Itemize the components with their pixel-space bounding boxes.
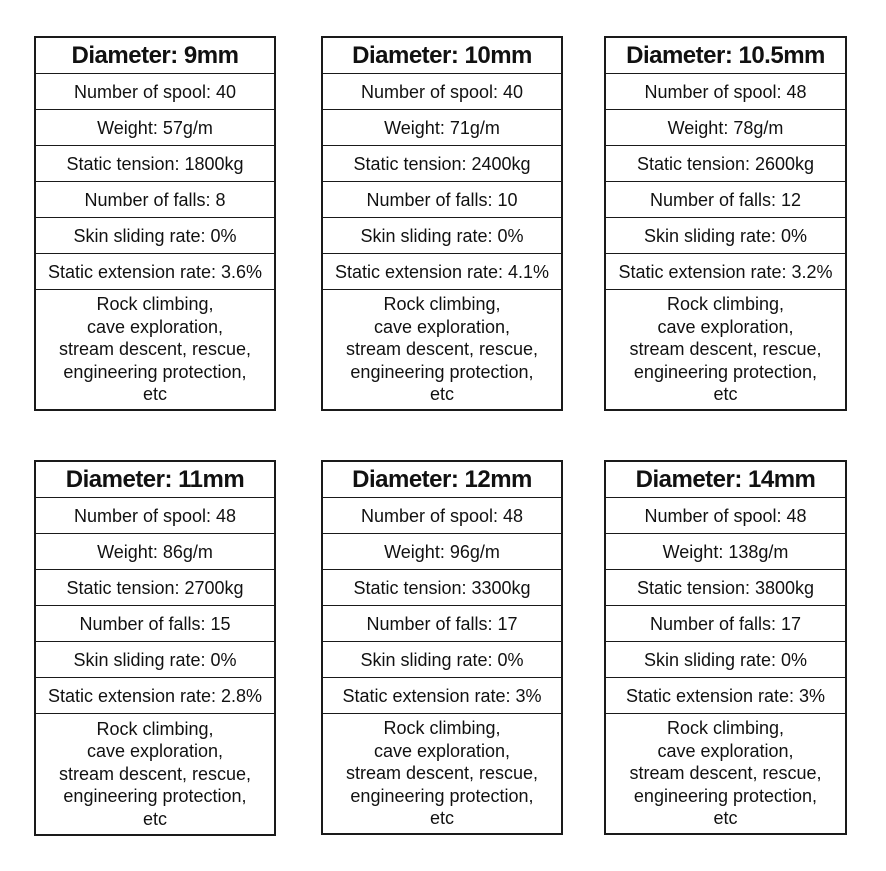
skin-sliding-rate: Skin sliding rate: 0% bbox=[606, 218, 845, 254]
number-of-falls: Number of falls: 12 bbox=[606, 182, 845, 218]
spool-count: Number of spool: 48 bbox=[323, 498, 561, 534]
applications-line: stream descent, rescue, bbox=[345, 763, 539, 784]
spool-count: Number of spool: 40 bbox=[323, 74, 561, 110]
applications-line: cave exploration, bbox=[86, 316, 224, 337]
skin-sliding-rate: Skin sliding rate: 0% bbox=[323, 642, 561, 678]
applications-line: stream descent, rescue, bbox=[629, 339, 822, 360]
spec-table-12mm bbox=[321, 460, 563, 835]
diameter-heading: Diameter: 10.5mm bbox=[606, 38, 845, 74]
weight: Weight: 138g/m bbox=[606, 534, 845, 570]
static-tension: Static tension: 3300kg bbox=[323, 570, 561, 606]
diameter-heading: Diameter: 12mm bbox=[323, 462, 561, 498]
skin-sliding-rate: Skin sliding rate: 0% bbox=[36, 218, 274, 254]
static-extension-rate: Static extension rate: 4.1% bbox=[323, 254, 561, 290]
applications-line: cave exploration, bbox=[373, 740, 511, 761]
applications-line: engineering protection, bbox=[350, 785, 534, 806]
skin-sliding-rate: Skin sliding rate: 0% bbox=[323, 218, 561, 254]
applications-line: Rock climbing, bbox=[96, 294, 214, 315]
applications-line: engineering protection, bbox=[63, 786, 247, 807]
applications-line: etc bbox=[713, 384, 738, 405]
spec-table-14mm bbox=[604, 460, 847, 835]
applications-line: etc bbox=[429, 384, 454, 405]
number-of-falls: Number of falls: 8 bbox=[36, 182, 274, 218]
applications-line: stream descent, rescue, bbox=[345, 339, 539, 360]
weight: Weight: 96g/m bbox=[323, 534, 561, 570]
diameter-heading: Diameter: 14mm bbox=[606, 462, 845, 498]
diameter-heading: Diameter: 9mm bbox=[36, 38, 274, 74]
applications-line: engineering protection, bbox=[350, 361, 534, 382]
spool-count: Number of spool: 40 bbox=[36, 74, 274, 110]
weight: Weight: 78g/m bbox=[606, 110, 845, 146]
spec-table-11mm bbox=[34, 460, 276, 836]
applications bbox=[36, 290, 274, 409]
number-of-falls: Number of falls: 10 bbox=[323, 182, 561, 218]
applications-line: Rock climbing, bbox=[96, 718, 214, 739]
spool-count: Number of spool: 48 bbox=[606, 74, 845, 110]
applications-line: cave exploration, bbox=[373, 316, 511, 337]
spec-table-10-5mm bbox=[604, 36, 847, 411]
static-tension: Static tension: 1800kg bbox=[36, 146, 274, 182]
applications-line: cave exploration, bbox=[657, 316, 794, 337]
applications-line: Rock climbing, bbox=[666, 718, 785, 739]
static-extension-rate: Static extension rate: 3.6% bbox=[36, 254, 274, 290]
applications-line: stream descent, rescue, bbox=[58, 339, 252, 360]
applications bbox=[606, 714, 845, 833]
applications bbox=[606, 290, 845, 409]
spec-table-10mm bbox=[321, 36, 563, 411]
diameter-heading: Diameter: 11mm bbox=[36, 462, 274, 498]
static-extension-rate: Static extension rate: 3.2% bbox=[606, 254, 845, 290]
applications-line: etc bbox=[713, 808, 738, 829]
static-tension: Static tension: 2600kg bbox=[606, 146, 845, 182]
static-tension: Static tension: 2700kg bbox=[36, 570, 274, 606]
applications-line: cave exploration, bbox=[657, 740, 794, 761]
applications bbox=[36, 714, 274, 834]
applications-line: Rock climbing, bbox=[666, 294, 785, 315]
applications-line: stream descent, rescue, bbox=[629, 763, 822, 784]
spool-count: Number of spool: 48 bbox=[606, 498, 845, 534]
applications-line: Rock climbing, bbox=[383, 718, 501, 739]
weight: Weight: 86g/m bbox=[36, 534, 274, 570]
applications-line: engineering protection, bbox=[633, 361, 818, 382]
applications-line: etc bbox=[429, 808, 454, 829]
weight: Weight: 57g/m bbox=[36, 110, 274, 146]
number-of-falls: Number of falls: 17 bbox=[323, 606, 561, 642]
applications-line: etc bbox=[142, 808, 167, 829]
applications-line: cave exploration, bbox=[86, 741, 224, 762]
spec-table-9mm bbox=[34, 36, 276, 411]
static-tension: Static tension: 3800kg bbox=[606, 570, 845, 606]
static-tension: Static tension: 2400kg bbox=[323, 146, 561, 182]
static-extension-rate: Static extension rate: 2.8% bbox=[36, 678, 274, 714]
number-of-falls: Number of falls: 17 bbox=[606, 606, 845, 642]
static-extension-rate: Static extension rate: 3% bbox=[606, 678, 845, 714]
applications bbox=[323, 290, 561, 409]
applications-line: Rock climbing, bbox=[383, 294, 501, 315]
applications-line: engineering protection, bbox=[633, 785, 818, 806]
applications-line: stream descent, rescue, bbox=[58, 763, 252, 784]
applications-line: etc bbox=[142, 384, 167, 405]
spool-count: Number of spool: 48 bbox=[36, 498, 274, 534]
skin-sliding-rate: Skin sliding rate: 0% bbox=[36, 642, 274, 678]
number-of-falls: Number of falls: 15 bbox=[36, 606, 274, 642]
skin-sliding-rate: Skin sliding rate: 0% bbox=[606, 642, 845, 678]
applications-line: engineering protection, bbox=[63, 361, 247, 382]
weight: Weight: 71g/m bbox=[323, 110, 561, 146]
applications bbox=[323, 714, 561, 833]
static-extension-rate: Static extension rate: 3% bbox=[323, 678, 561, 714]
diameter-heading: Diameter: 10mm bbox=[323, 38, 561, 74]
